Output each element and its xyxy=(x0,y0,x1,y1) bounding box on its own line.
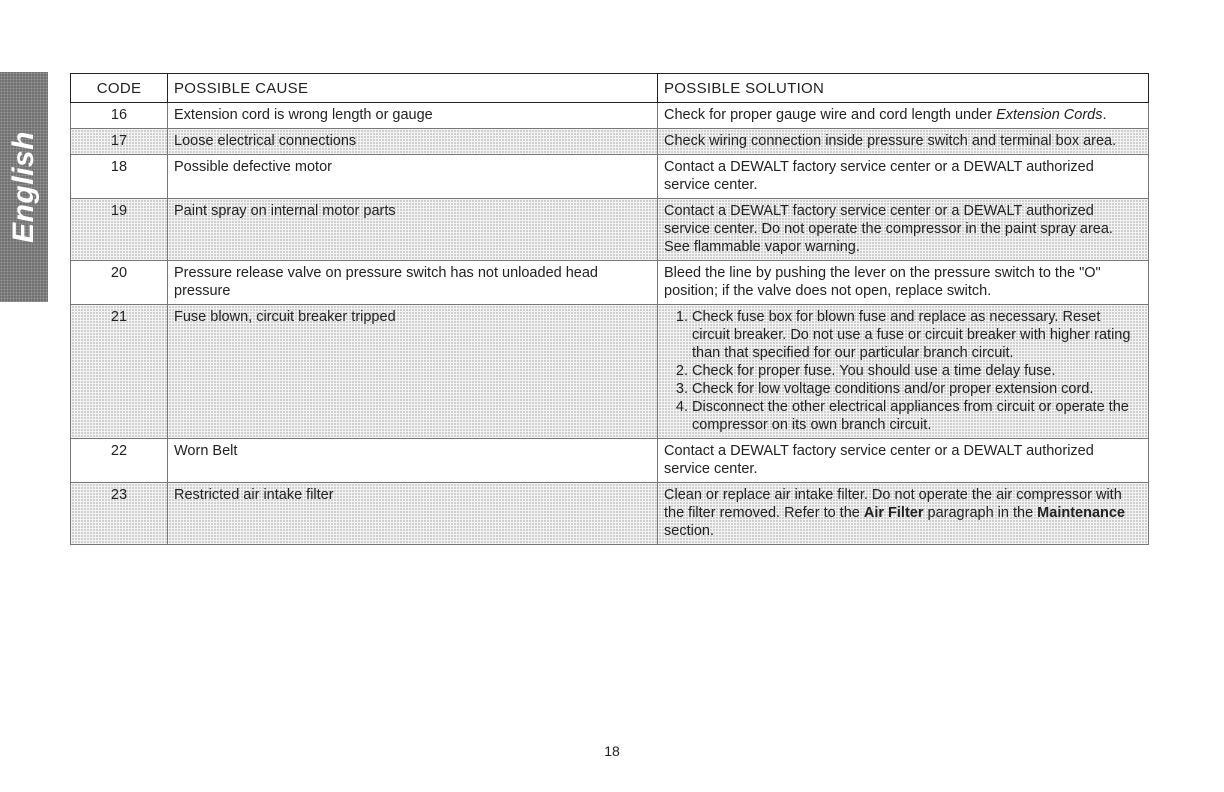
row-code: 22 xyxy=(71,439,168,483)
solution-step: 3. Check for low voltage conditions and/or proper extension cord. xyxy=(692,380,1142,398)
row-cause: Fuse blown, circuit breaker tripped xyxy=(168,305,658,439)
row-solution: Contact a DEWALT factory service center or a DEWALT authorized service center. Do not operate the compressor in the paint spray area. See flammable vapor warning. xyxy=(658,199,1149,261)
table-row xyxy=(71,103,1149,129)
table-row xyxy=(71,439,1149,483)
solution-step: 2. Check for proper fuse. You should use a time delay fuse. xyxy=(692,362,1142,380)
header-possible-solution: POSSIBLE SOLUTION xyxy=(658,74,1149,103)
row-solution: Contact a DEWALT factory service center or a DEWALT authorized service center. xyxy=(658,439,1149,483)
language-tab-label: English xyxy=(7,131,40,243)
page-number: 18 xyxy=(604,743,620,759)
extension-cords-ref: Extension Cords xyxy=(996,107,1103,123)
row-solution xyxy=(658,305,1149,439)
table-row xyxy=(71,483,1149,545)
row-cause: Possible defective motor xyxy=(168,155,658,199)
table-row xyxy=(71,155,1149,199)
row-code: 17 xyxy=(71,129,168,155)
row-cause: Paint spray on internal motor parts xyxy=(168,199,658,261)
table-row xyxy=(71,199,1149,261)
row-solution: Check for proper gauge wire and cord length under Extension Cords. xyxy=(658,103,1149,129)
row-code: 20 xyxy=(71,261,168,305)
table-header-row xyxy=(71,74,1149,103)
row-code: 19 xyxy=(71,199,168,261)
solution-step: 4. Disconnect the other electrical appliances from circuit or operate the compressor on its own branch circuit. xyxy=(692,398,1142,434)
row-cause: Worn Belt xyxy=(168,439,658,483)
row-code: 18 xyxy=(71,155,168,199)
row-solution: Contact a DEWALT factory service center or a DEWALT authorized service center. xyxy=(658,155,1149,199)
row-cause: Pressure release valve on pressure switch has not unloaded head pressure xyxy=(168,261,658,305)
language-tab xyxy=(0,72,48,302)
troubleshooting-table xyxy=(70,73,1149,545)
air-filter-ref: Air Filter xyxy=(863,505,924,521)
row-cause: Extension cord is wrong length or gauge xyxy=(168,103,658,129)
header-code: CODE xyxy=(71,74,168,103)
row-code: 16 xyxy=(71,103,168,129)
row-code: 23 xyxy=(71,483,168,545)
table-row xyxy=(71,305,1149,439)
row-solution: Bleed the line by pushing the lever on the pressure switch to the "O" position; if the valve does not open, replace switch. xyxy=(658,261,1149,305)
row-cause: Loose electrical connections xyxy=(168,129,658,155)
table-row xyxy=(71,261,1149,305)
solution-steps xyxy=(664,308,1142,434)
header-possible-cause: POSSIBLE CAUSE xyxy=(168,74,658,103)
row-code: 21 xyxy=(71,305,168,439)
row-solution: Check wiring connection inside pressure switch and terminal box area. xyxy=(658,129,1149,155)
row-cause: Restricted air intake filter xyxy=(168,483,658,545)
row-solution: Clean or replace air intake filter. Do not operate the air compressor with the filter removed. Refer to the Air Filter paragraph in the Maintenance section. xyxy=(658,483,1149,545)
maintenance-ref: Maintenance xyxy=(1037,505,1126,521)
table-row xyxy=(71,129,1149,155)
solution-step: 1. Check fuse box for blown fuse and replace as necessary. Reset circuit breaker. Do not use a fuse or circuit breaker with higher rating than that specified for our particular branch circuit. xyxy=(692,308,1142,362)
